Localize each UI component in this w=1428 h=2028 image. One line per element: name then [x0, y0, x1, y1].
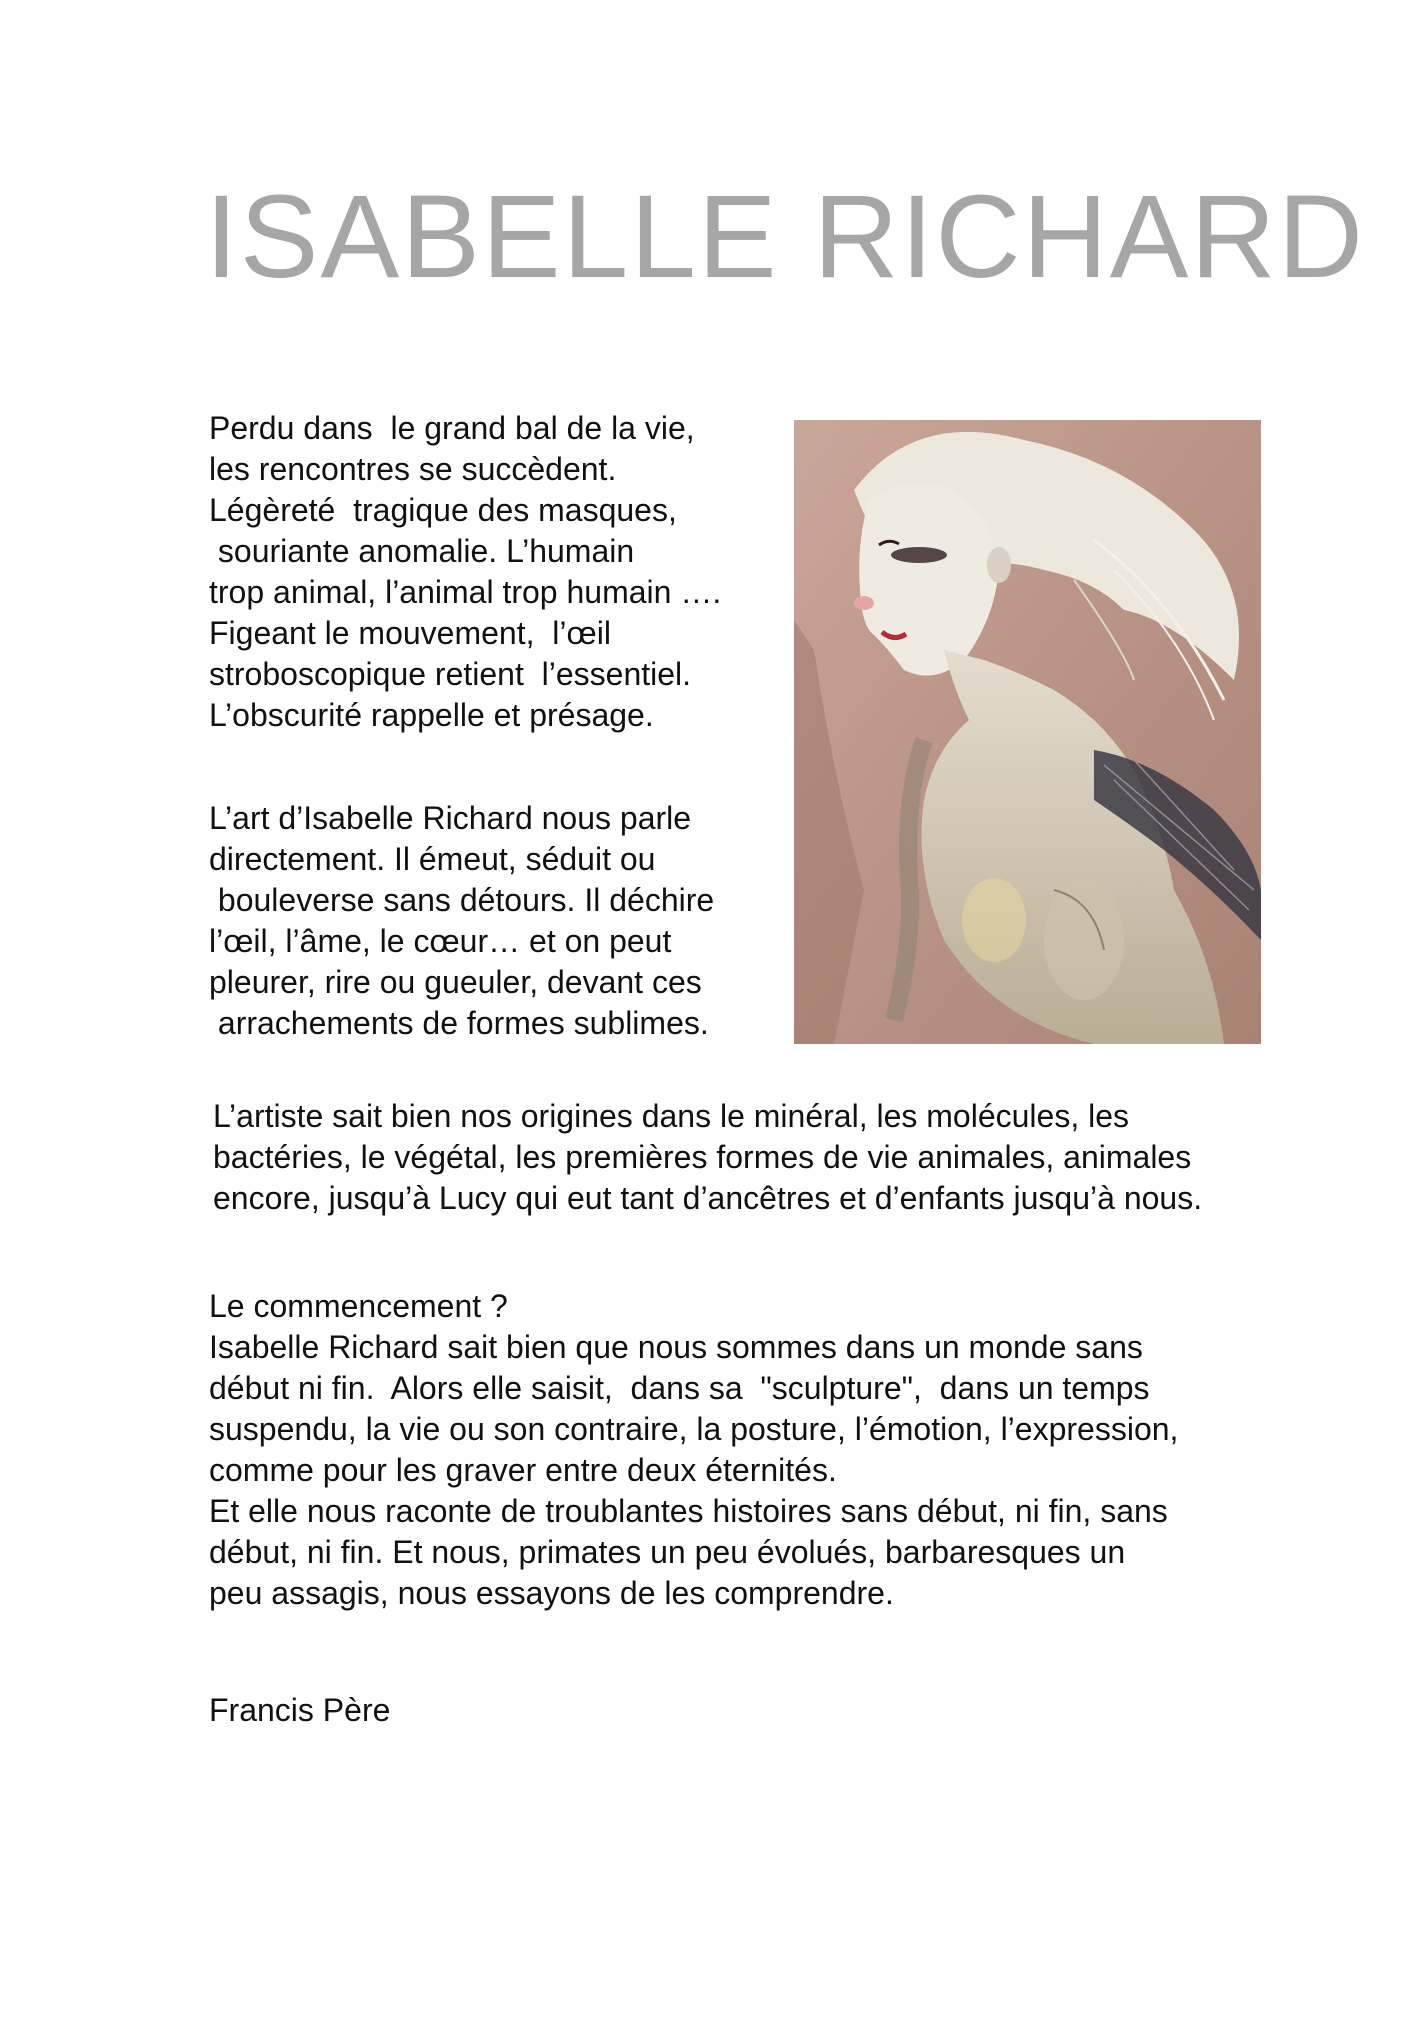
- art-description-paragraph: [209, 798, 714, 1044]
- text-line: peu assagis, nous essayons de les comprendre.: [209, 1575, 894, 1611]
- text-line: comme pour les graver entre deux éternités.: [209, 1452, 837, 1488]
- text-line: suspendu, la vie ou son contraire, la posture, l’émotion, l’expression,: [209, 1411, 1179, 1447]
- signature: [209, 1690, 390, 1731]
- text-line: l’œil, l’âme, le cœur… et on peut: [209, 923, 672, 959]
- text-line: directement. Il émeut, séduit ou: [209, 841, 656, 877]
- poem-paragraph: [209, 408, 721, 736]
- commencement-paragraph: [209, 1286, 1178, 1614]
- text-line: L’artiste sait bien nos origines dans le minéral, les molécules, les: [213, 1098, 1130, 1134]
- text-line: stroboscopique retient l’essentiel.: [209, 656, 692, 692]
- text-line: début ni fin. Alors elle saisit, dans sa "sculpture", dans un temps: [209, 1370, 1150, 1406]
- origins-paragraph: [213, 1096, 1202, 1219]
- text-line: trop animal, l’animal trop humain ….: [209, 574, 722, 610]
- text-line: pleurer, rire ou gueuler, devant ces: [209, 964, 702, 1000]
- text-line: Légèreté tragique des masques,: [209, 492, 677, 528]
- text-line: L’obscurité rappelle et présage.: [209, 697, 654, 733]
- text-line: Perdu dans le grand bal de la vie,: [209, 410, 695, 446]
- text-line: bactéries, le végétal, les premières formes de vie animales, animales: [213, 1139, 1192, 1175]
- text-line: Le commencement ?: [209, 1288, 508, 1324]
- author-name: Francis Père: [209, 1692, 391, 1728]
- text-line: les rencontres se succèdent.: [209, 451, 617, 487]
- text-line: arrachements de formes sublimes.: [209, 1005, 709, 1041]
- text-line: bouleverse sans détours. Il déchire: [209, 882, 715, 918]
- text-line: début, ni fin. Et nous, primates un peu évolués, barbaresques un: [209, 1534, 1126, 1570]
- text-line: encore, jusqu’à Lucy qui eut tant d’ancêtres et d’enfants jusqu’à nous.: [213, 1180, 1203, 1216]
- text-line: Et elle nous raconte de troublantes histoires sans début, ni fin, sans: [209, 1493, 1168, 1529]
- text-line: souriante anomalie. L’humain: [209, 533, 635, 569]
- sculpture-photo: [794, 420, 1261, 1044]
- text-line: Isabelle Richard sait bien que nous sommes dans un monde sans: [209, 1329, 1143, 1365]
- text-line: Figeant le mouvement, l’œil: [209, 615, 611, 651]
- text-line: L’art d’Isabelle Richard nous parle: [209, 800, 692, 836]
- page-title: ISABELLE RICHARD: [205, 171, 1365, 303]
